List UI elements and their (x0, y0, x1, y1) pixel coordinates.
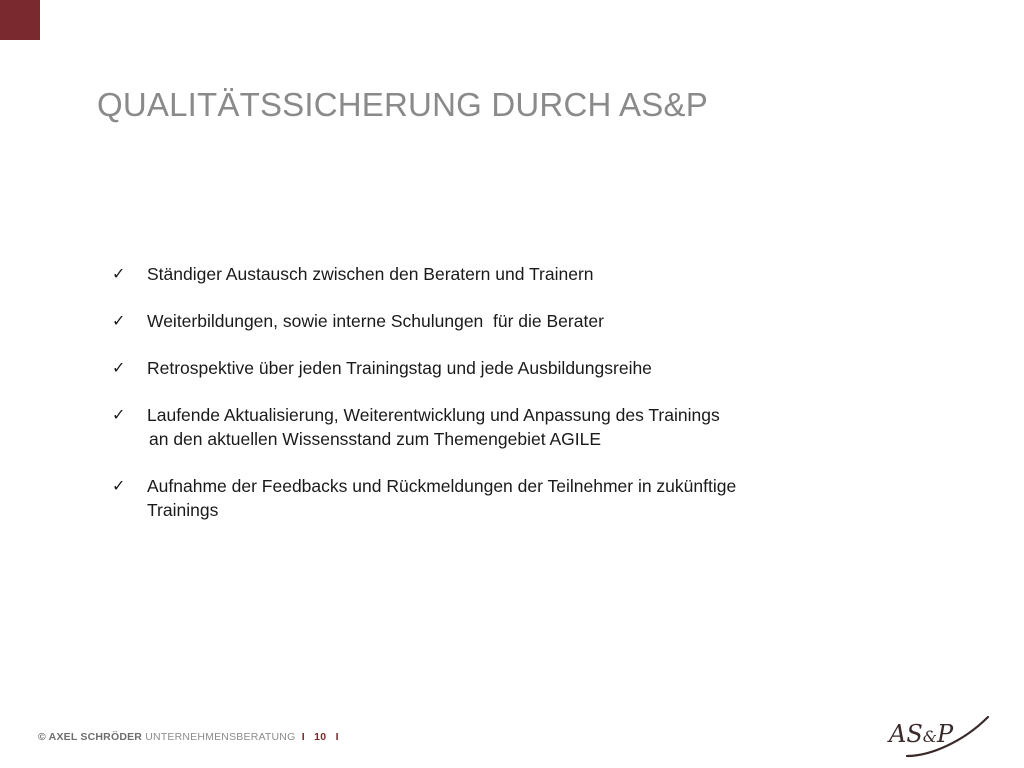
bullet-text: Laufende Aktualisierung, Weiterentwicklung und Anpassung des Trainings (147, 405, 720, 425)
footer (38, 731, 339, 743)
footer-copyright: © AXEL SCHRÖDER (38, 731, 143, 743)
bullet-text: Retrospektive über jeden Trainingstag und jede Ausbildungsreihe (147, 358, 652, 378)
bullet-text: Weiterbildungen, sowie interne Schulungen für die Berater (147, 311, 604, 331)
company-logo (885, 712, 995, 760)
checkmark-icon: ✓ (112, 311, 126, 330)
bullet-text: Ständiger Austausch zwischen den Beratern und Trainern (147, 264, 594, 284)
bullet-text: Aufnahme der Feedbacks und Rückmeldungen der Teilnehmer in zukünftige (147, 476, 737, 496)
checkmark-icon: ✓ (112, 358, 126, 377)
bullet-item (112, 474, 872, 522)
bullet-item (112, 262, 872, 286)
footer-company: UNTERNEHMENSBERATUNG (142, 731, 299, 743)
footer-separator: I (335, 731, 339, 743)
checkmark-icon: ✓ (112, 476, 126, 495)
footer-separator: I (301, 731, 305, 743)
checkmark-icon: ✓ (112, 264, 126, 283)
bullet-list (112, 262, 872, 545)
slide-title: QUALITÄTSSICHERUNG DURCH AS&P (97, 86, 708, 123)
bullet-text-continuation: an den aktuellen Wissensstand zum Themengebiet AGILE (149, 429, 602, 449)
bullet-item (112, 356, 872, 380)
logo-text: AS&P (889, 720, 954, 748)
bullet-text-continuation: Trainings (147, 500, 219, 520)
bullet-item (112, 403, 872, 451)
page-number: 10 (314, 731, 327, 743)
corner-accent-square (0, 0, 40, 40)
checkmark-icon: ✓ (112, 405, 126, 424)
bullet-item (112, 309, 872, 333)
